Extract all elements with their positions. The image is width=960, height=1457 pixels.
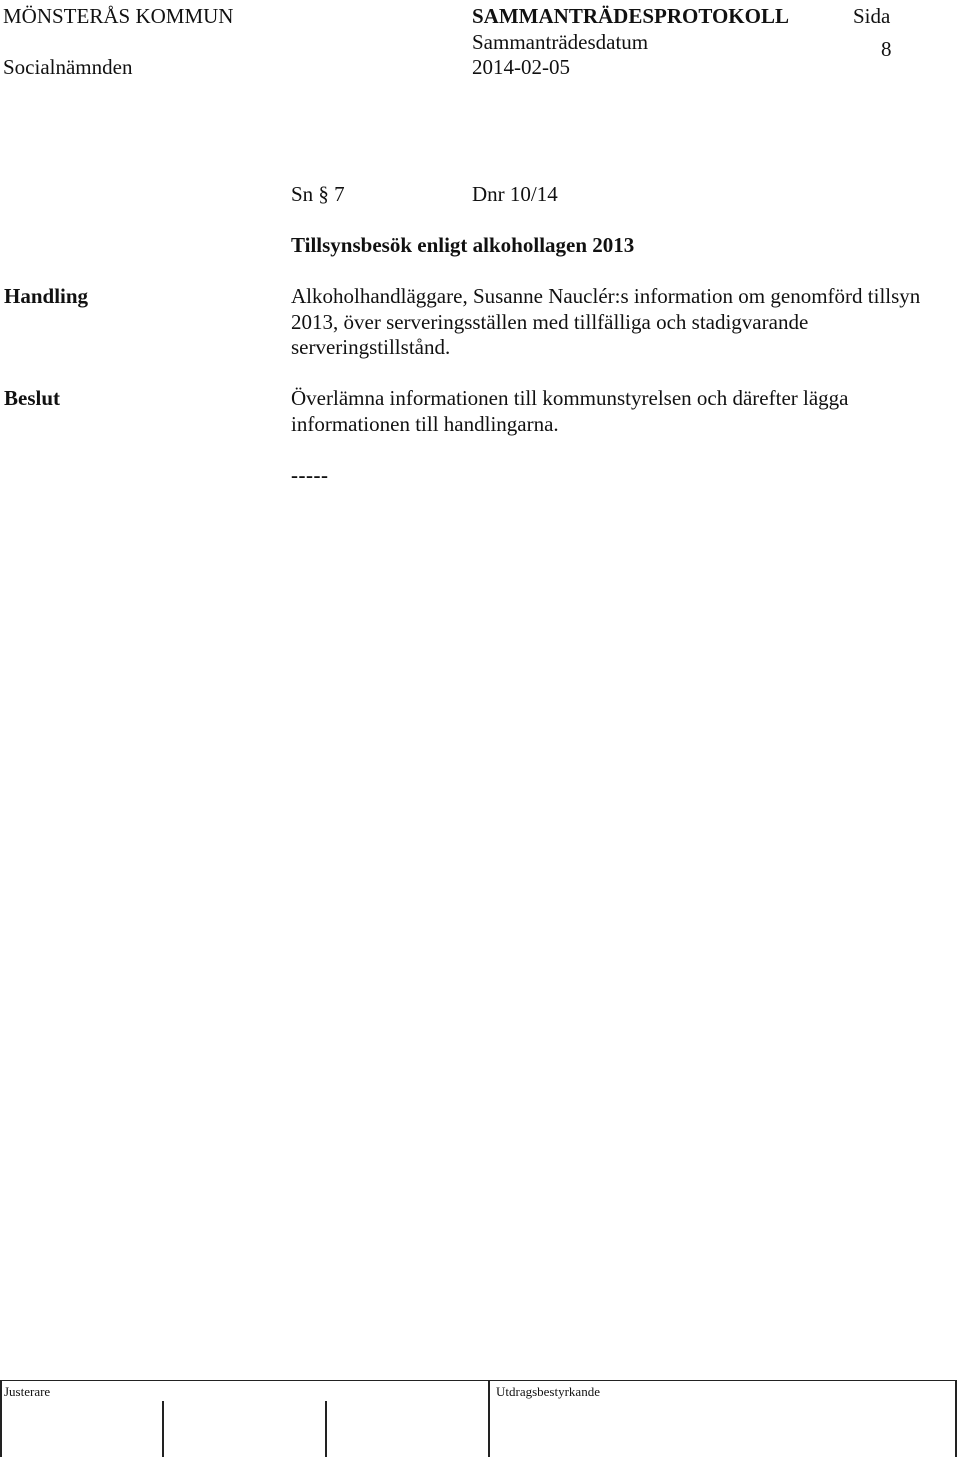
footer-divider <box>162 1401 164 1457</box>
meeting-date-label: Sammanträdesdatum <box>472 30 649 54</box>
protocol-title: SAMMANTRÄDESPROTOKOLL <box>472 4 789 28</box>
department-name: Socialnämnden <box>3 55 133 79</box>
page-label: Sida <box>853 4 891 28</box>
meeting-date: 2014-02-05 <box>472 55 570 79</box>
diary-number: Dnr 10/14 <box>472 182 558 206</box>
justerare-label: Justerare <box>4 1384 51 1399</box>
beslut-text: Överlämna informationen till kommunstyrelsen och därefter lägga informationen till handlingarna. <box>291 386 849 436</box>
signature-footer <box>0 1380 957 1456</box>
handling-label: Handling <box>4 284 89 308</box>
page-number: 8 <box>881 37 892 61</box>
organization-name: MÖNSTERÅS KOMMUN <box>3 4 234 28</box>
footer-divider <box>488 1381 490 1457</box>
section-title: Tillsynsbesök enligt alkohollagen 2013 <box>291 233 635 257</box>
utdragsbestyrkande-label: Utdragsbestyrkande <box>496 1384 600 1399</box>
section-reference: Sn § 7 <box>291 182 345 206</box>
footer-divider <box>325 1401 327 1457</box>
handling-text: Alkoholhandläggare, Susanne Nauclér:s information om genomförd tillsyn 2013, över serveringsställen med tillfälliga och stadigvarande serveringstillstånd. <box>291 284 921 359</box>
footer-divider <box>0 1381 2 1457</box>
section-separator: ----- <box>291 463 329 487</box>
footer-divider <box>955 1381 957 1457</box>
beslut-label: Beslut <box>4 386 61 410</box>
